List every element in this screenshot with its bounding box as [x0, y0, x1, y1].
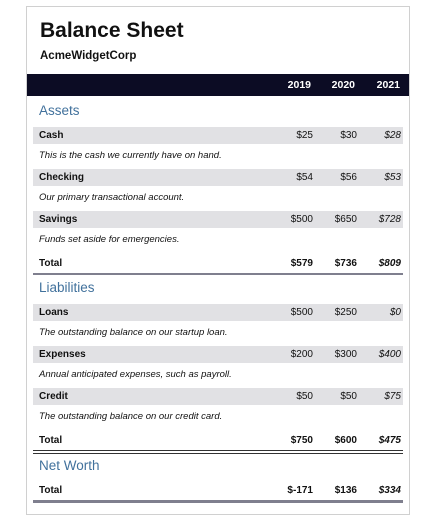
row-label: Credit: [39, 391, 68, 402]
table-row-checking: [33, 169, 403, 186]
value-2019: $25: [296, 130, 313, 141]
value-2021: $400: [378, 349, 401, 360]
value-2019: $750: [290, 435, 313, 446]
row-description: The outstanding balance on our credit card.: [39, 411, 223, 422]
table-row-credit: [33, 388, 403, 405]
liabilities-total-rule: [33, 450, 403, 454]
table-row-loans: [33, 304, 403, 321]
table-row-liabilities-total: [33, 432, 403, 449]
company-name: AcmeWidgetCorp: [40, 50, 137, 62]
table-row-assets-total: [33, 255, 403, 272]
value-2020: $56: [340, 172, 357, 183]
section-heading-assets: Assets: [39, 103, 80, 118]
row-label: Expenses: [39, 349, 86, 360]
year-header-bar: [27, 74, 409, 96]
value-2020: $30: [340, 130, 357, 141]
row-description: This is the cash we currently have on hand.: [39, 150, 222, 161]
table-row-expenses: [33, 346, 403, 363]
value-2020: $136: [334, 485, 357, 496]
section-heading-liabilities: Liabilities: [39, 280, 95, 295]
value-2019: $-171: [287, 485, 313, 496]
value-2021: $53: [384, 172, 401, 183]
row-description: Funds set aside for emergencies.: [39, 234, 180, 245]
year-2021-header: 2021: [376, 79, 400, 91]
table-row-savings: [33, 211, 403, 228]
row-label: Total: [39, 435, 63, 446]
value-2020: $650: [334, 214, 357, 225]
balance-sheet: [26, 6, 410, 515]
value-2021: $0: [389, 307, 401, 318]
value-2020: $300: [334, 349, 357, 360]
net-worth-total-rule: [33, 500, 403, 503]
row-label: Loans: [39, 307, 69, 318]
value-2021: $475: [378, 435, 401, 446]
year-2019-header: 2019: [287, 79, 311, 91]
value-2020: $50: [340, 391, 357, 402]
value-2021: $334: [378, 485, 401, 496]
table-row-net-worth-total: [33, 482, 403, 499]
value-2020: $600: [334, 435, 357, 446]
row-label: Savings: [39, 214, 78, 225]
row-description: Annual anticipated expenses, such as payroll.: [39, 369, 232, 380]
row-label: Checking: [39, 172, 85, 183]
value-2021: $809: [378, 258, 401, 269]
row-label: Cash: [39, 130, 64, 141]
value-2020: $736: [334, 258, 357, 269]
row-description: The outstanding balance on our startup loan.: [39, 327, 228, 338]
table-row-cash: [33, 127, 403, 144]
row-label: Total: [39, 258, 63, 269]
value-2020: $250: [334, 307, 357, 318]
value-2019: $54: [296, 172, 313, 183]
value-2019: $500: [290, 307, 313, 318]
row-label: Total: [39, 485, 63, 496]
row-description: Our primary transactional account.: [39, 192, 185, 203]
value-2021: $28: [384, 130, 401, 141]
value-2021: $728: [378, 214, 401, 225]
value-2019: $579: [290, 258, 313, 269]
section-heading-net-worth: Net Worth: [39, 458, 100, 473]
value-2019: $200: [290, 349, 313, 360]
year-2020-header: 2020: [331, 79, 355, 91]
assets-total-rule: [33, 273, 403, 275]
page-title: Balance Sheet: [40, 19, 184, 42]
value-2019: $500: [290, 214, 313, 225]
value-2019: $50: [296, 391, 313, 402]
value-2021: $75: [384, 391, 401, 402]
